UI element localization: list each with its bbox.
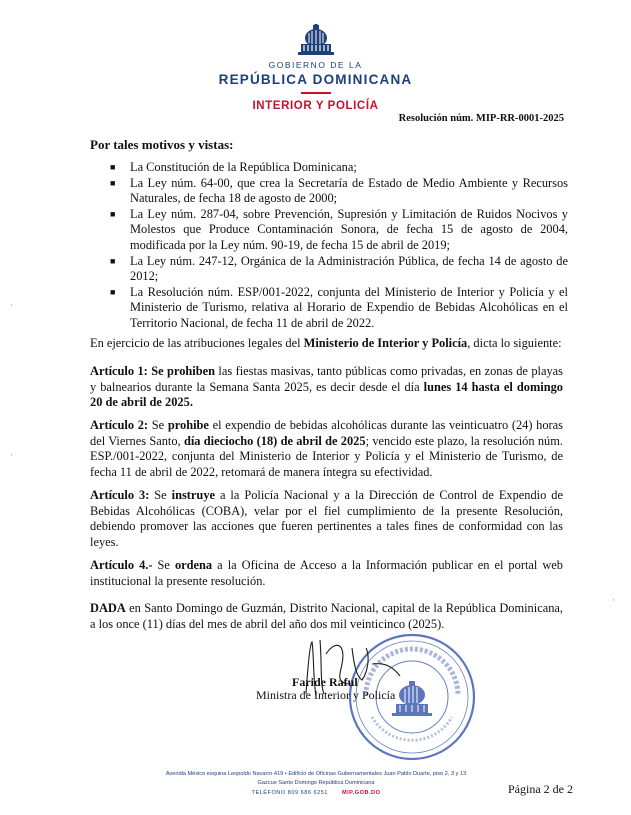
articulo-2: Artículo 2: Se prohibe el expendio de bebidas alcohólicas durante las veinticuatro (24) horas del Viernes Santo, día dieciocho (18) de abril de 2025; vencido este plazo, la resolución núm. ESP./001-2022, conjunta del Ministerio de Interior y Policía y el Ministerio de Turismo, de fecha 11 de abril de 2022, retomará de manera íntegra su efectividad. bbox=[90, 418, 563, 479]
list-item: ■ La Resolución núm. ESP/001-2022, conjunta del Ministerio de Interior y Policía y el Ministerio de Turismo, relativa al Horario de Expendio de Bebidas Alcohólicas en el Territorio Nacional, de fecha 11 de abril de 2022. bbox=[110, 284, 568, 330]
gobierno-label: GOBIERNO DE LA bbox=[268, 60, 363, 70]
bullet-icon: ■ bbox=[110, 208, 116, 219]
scan-mark: · bbox=[612, 595, 615, 605]
footer-website[interactable]: MIP.GOB.DO bbox=[341, 790, 381, 796]
footer-address: Avenida México esquina Leopoldo Navarro 419 • Edificio de Oficinas Gubernamentales Juan Pablo Duarte, piso 2, 3 y 13 bbox=[165, 771, 467, 777]
bullet-icon: ■ bbox=[110, 286, 116, 297]
intro-paragraph: En ejercicio de las atribuciones legales del Ministerio de Interior y Policía, dicta lo siguiente: bbox=[90, 336, 562, 350]
articulo-1: Artículo 1: Se prohiben las fiestas masivas, tanto públicas como privadas, en zonas de playas y balnearios durante la Semana Santa 2025, es decir desde el día lunes 14 hasta el domingo 20 de abril de 2025. bbox=[90, 364, 563, 409]
signatory-name: Faride Raful bbox=[292, 675, 358, 689]
list-item: ■ La Ley núm. 287-04, sobre Prevención, Supresión y Limitación de Ruidos Nocivos y Molestos que Produce Contaminación Sonora, de fecha 15 de agosto de 2004, modificada por la Ley núm. 90-19, de fecha 15 de abril de 2019; bbox=[110, 206, 568, 252]
list-item: ■ La Ley núm. 64-00, que crea la Secretaría de Estado de Medio Ambiente y Recursos Naturales, de fecha 18 de agosto de 2000; bbox=[110, 175, 568, 206]
list-item: ■ La Ley núm. 247-12, Orgánica de la Administración Pública, de fecha 14 de agosto de 2012; bbox=[110, 253, 568, 284]
scan-mark: · bbox=[10, 450, 13, 460]
dada-paragraph: DADA en Santo Domingo de Guzmán, Distrito Nacional, capital de la República Dominicana, a los once (11) días del mes de abril del año dos mil veinticinco (2025). bbox=[90, 601, 563, 631]
page-number: Página 2 de 2 bbox=[508, 782, 573, 796]
signatory-title: Ministra de Interior y Policía bbox=[256, 688, 396, 702]
republica-label: REPÚBLICA DOMINICANA bbox=[218, 72, 413, 87]
footer-city: Gazcue Santo Domingo República Dominicana bbox=[257, 780, 375, 786]
footer-contact bbox=[120, 790, 512, 796]
list-item: ■ La Constitución de la República Dominicana; bbox=[110, 160, 357, 174]
vistas-heading: Por tales motivos y vistas: bbox=[90, 137, 234, 152]
bullet-icon: ■ bbox=[110, 177, 116, 188]
palacio-nacional-icon bbox=[298, 24, 334, 58]
footer-phone: TELÉFONO 809 686 6251 bbox=[251, 790, 328, 796]
articulo-4: Artículo 4.- Se ordena a la Oficina de Acceso a la Información publicar en el portal web institucional la presente resolución. bbox=[90, 558, 563, 588]
ministry-name: INTERIOR Y POLICÍA bbox=[252, 100, 379, 112]
scan-mark: · bbox=[10, 300, 13, 310]
bullet-icon: ■ bbox=[110, 255, 116, 266]
bullet-icon: ■ bbox=[110, 162, 116, 172]
header-divider bbox=[301, 92, 331, 94]
resolution-number: Resolución núm. MIP-RR-0001-2025 bbox=[398, 113, 564, 124]
vistas-list bbox=[110, 160, 568, 332]
articulo-3: Artículo 3: Se instruye a la Policía Nacional y a la Dirección de Control de Expendio de Bebidas Alcohólicas (COBA), velar por el fiel cumplimiento de la presente Resolución, debiendo promover las acciones que fueren pertinentes a tales fines de conformidad con las leyes. bbox=[90, 488, 563, 549]
